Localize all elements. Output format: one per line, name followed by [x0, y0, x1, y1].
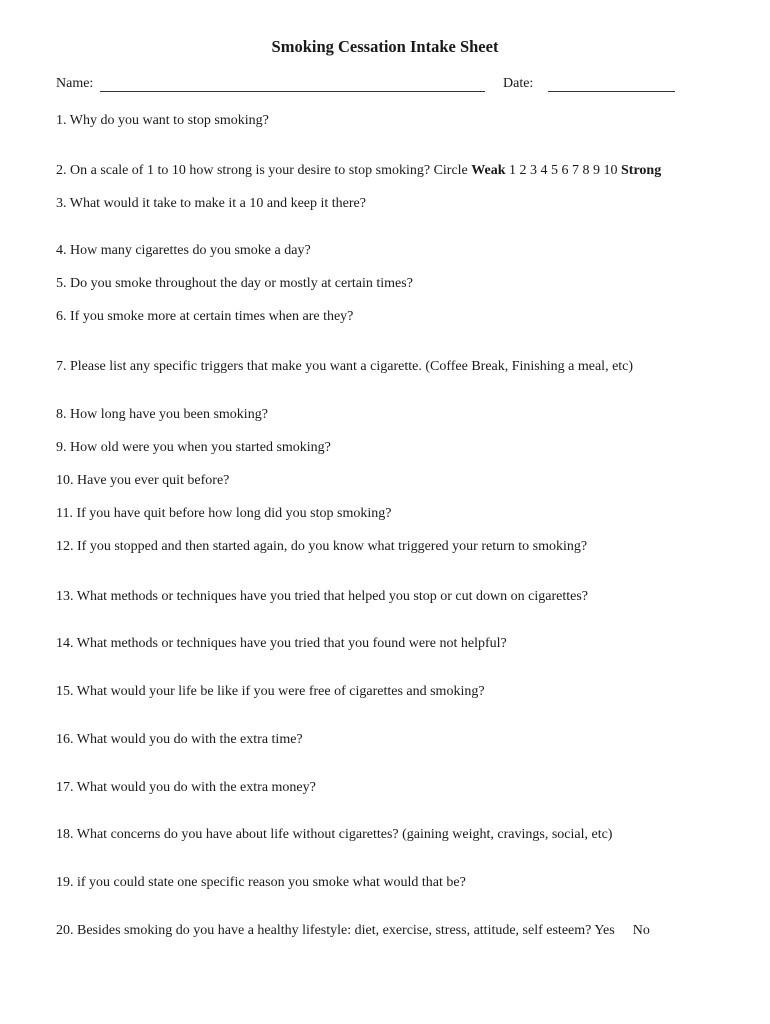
question-text: How long have you been smoking?	[70, 407, 268, 422]
question-3	[56, 196, 366, 212]
question-15	[56, 684, 485, 700]
question-11	[56, 506, 391, 522]
question-20	[56, 923, 650, 939]
question-10	[56, 473, 229, 489]
question-number: 14.	[56, 636, 74, 651]
question-number: 2.	[56, 163, 67, 178]
question-19	[56, 875, 466, 891]
scale-values[interactable]: 1 2 3 4 5 6 7 8 9 10	[509, 163, 618, 178]
question-4	[56, 243, 311, 259]
question-number: 3.	[56, 196, 67, 211]
question-number: 13.	[56, 589, 74, 604]
question-number: 15.	[56, 684, 74, 699]
question-text: Besides smoking do you have a healthy lifestyle: diet, exercise, stress, attitude, self esteem?	[77, 923, 592, 938]
question-text: What methods or techniques have you tried that you found were not helpful?	[76, 636, 507, 651]
question-8	[56, 407, 268, 423]
question-number: 7.	[56, 359, 67, 374]
name-label: Name:	[56, 76, 94, 91]
question-text: What would your life be like if you were free of cigarettes and smoking?	[76, 684, 485, 699]
question-text: if you could state one specific reason you smoke what would that be?	[77, 875, 466, 890]
question-text: How old were you when you started smoking?	[70, 440, 331, 455]
question-text: Please list any specific triggers that make you want a cigarette. (Coffee Break, Finishing a meal, etc)	[70, 359, 634, 374]
question-number: 4.	[56, 243, 67, 258]
question-text: Have you ever quit before?	[77, 473, 230, 488]
question-17	[56, 780, 316, 796]
question-text: What methods or techniques have you tried that helped you stop or cut down on cigarettes?	[76, 589, 588, 604]
question-1	[56, 113, 269, 129]
scale-low-label: Weak	[471, 163, 506, 178]
date-field-line[interactable]	[548, 91, 675, 92]
question-13	[56, 589, 588, 605]
question-14	[56, 636, 507, 652]
question-18	[56, 827, 612, 843]
question-number: 1.	[56, 113, 67, 128]
question-6	[56, 309, 353, 325]
question-16	[56, 732, 303, 748]
scale-high-label: Strong	[621, 163, 662, 178]
question-text: If you have quit before how long did you stop smoking?	[76, 506, 392, 521]
question-number: 6.	[56, 309, 67, 324]
question-text: If you smoke more at certain times when are they?	[70, 309, 354, 324]
yes-option[interactable]: Yes	[594, 923, 615, 938]
question-2	[56, 163, 661, 179]
question-7	[56, 359, 633, 375]
question-number: 20.	[56, 923, 74, 938]
question-number: 19.	[56, 875, 74, 890]
date-label: Date:	[503, 76, 534, 91]
question-text: Do you smoke throughout the day or mostly at certain times?	[70, 276, 413, 291]
question-number: 18.	[56, 827, 74, 842]
name-field-line[interactable]	[100, 91, 485, 92]
question-text: How many cigarettes do you smoke a day?	[70, 243, 311, 258]
question-text: Why do you want to stop smoking?	[69, 113, 269, 128]
question-text: If you stopped and then started again, do you know what triggered your return to smoking?	[77, 539, 588, 554]
no-option[interactable]: No	[632, 923, 650, 938]
question-number: 9.	[56, 440, 67, 455]
question-12	[56, 539, 587, 555]
page-title: Smoking Cessation Intake Sheet	[271, 37, 499, 56]
question-number: 10.	[56, 473, 74, 488]
question-text: On a scale of 1 to 10 how strong is your desire to stop smoking? Circle	[70, 163, 468, 178]
question-number: 8.	[56, 407, 67, 422]
question-number: 16.	[56, 732, 74, 747]
question-text: What would you do with the extra money?	[76, 780, 316, 795]
question-5	[56, 276, 413, 292]
question-text: What would it take to make it a 10 and keep it there?	[69, 196, 366, 211]
question-number: 17.	[56, 780, 74, 795]
question-9	[56, 440, 331, 456]
name-date-row	[56, 76, 736, 96]
question-text: What concerns do you have about life without cigarettes? (gaining weight, cravings, social, etc)	[76, 827, 613, 842]
question-number: 5.	[56, 276, 67, 291]
question-number: 12.	[56, 539, 74, 554]
question-number: 11.	[56, 506, 73, 521]
question-text: What would you do with the extra time?	[76, 732, 303, 747]
